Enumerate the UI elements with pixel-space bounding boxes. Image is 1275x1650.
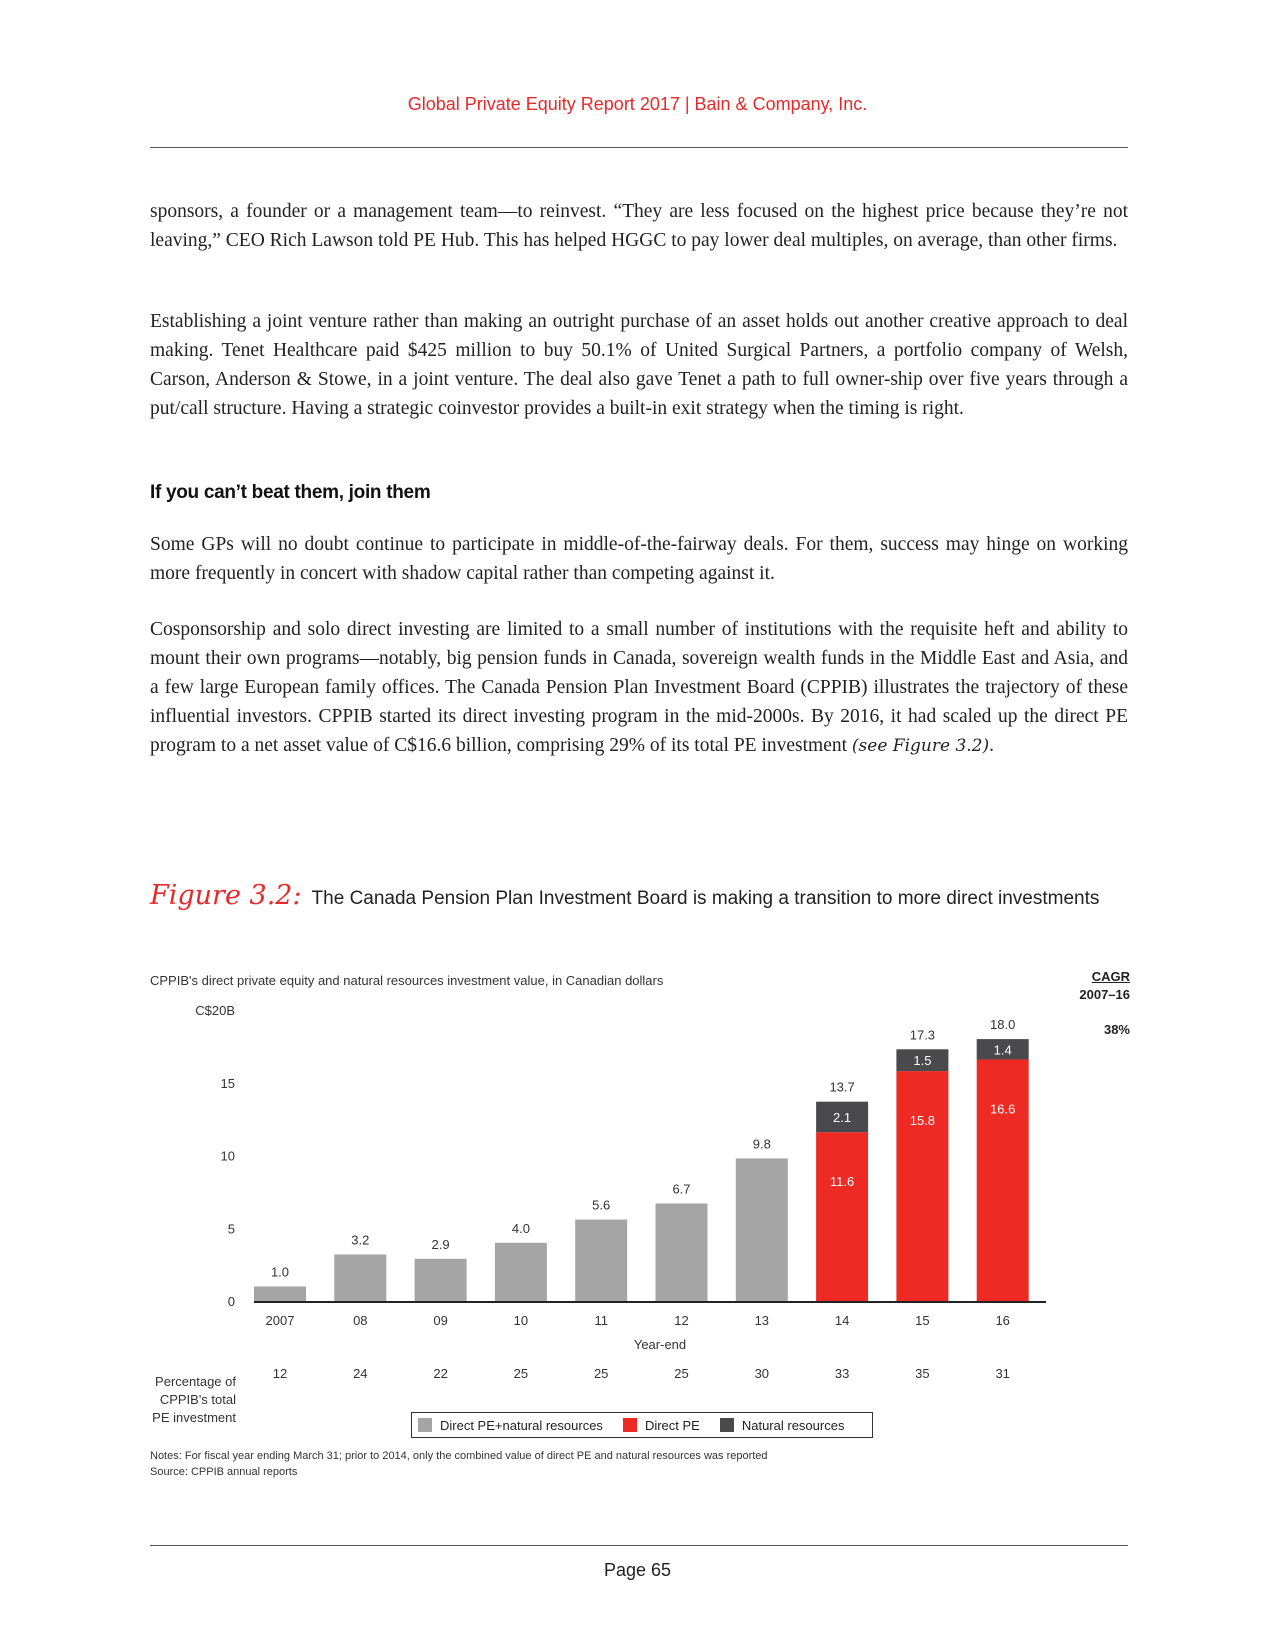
x-tick-label: 09 <box>433 1313 448 1328</box>
y-tick-label: 5 <box>227 1221 235 1237</box>
paragraph-text: Cosponsorship and solo direct investing are limited to a small number of institutions with the requisite heft and ability to mount their own programs—notably, big pension funds in Canada, sovereign wealth funds in the Middle East and Asia, and a few large European family offices. The Canada Pension Plan Investment Board (CPPIB) illustrates the trajectory of these influential investors. CPPIB started its direct investing program in the mid-2000s. By 2016, it had scaled up the direct PE program to a net asset value of C$16.6 billion, comprising 29% of its total PE investment (see Figure 3.2). <box>150 619 1128 756</box>
legend-swatch-gray <box>418 1418 432 1432</box>
bar-combined <box>656 1204 708 1301</box>
section-subheading: If you can’t beat them, join them <box>150 482 431 503</box>
chart-subtitle: CPPIB's direct private equity and natural resources investment value, in Canadian dollars <box>150 973 664 988</box>
bar-total-label: 4.0 <box>511 1220 530 1236</box>
bar-combined <box>415 1259 467 1301</box>
bar-total-label: 5.6 <box>592 1197 611 1213</box>
bar-total-label: 18.0 <box>990 1017 1016 1033</box>
bar-total-label: 3.2 <box>351 1232 370 1248</box>
percentage-value: 35 <box>915 1366 930 1381</box>
bar-total-label: 17.3 <box>909 1027 936 1043</box>
cagr-period: 2007–16 <box>1079 987 1130 1002</box>
x-tick-label: 14 <box>834 1313 850 1328</box>
x-tick-label: 11 <box>594 1313 608 1328</box>
source-text: Source: CPPIB annual reports <box>150 1466 298 1478</box>
legend-item-natural-resources <box>720 1418 845 1433</box>
bar-total-label: 9.8 <box>752 1136 771 1152</box>
bar-direct-pe <box>977 1059 1029 1301</box>
notes-text: Notes: For fiscal year ending March 31; prior to 2014, only the combined value of direct PE and natural resources was reported <box>150 1450 768 1462</box>
y-tick-label: C$20B <box>195 1003 235 1018</box>
chart-legend <box>411 1412 873 1438</box>
page-number: Page 65 <box>603 1560 672 1580</box>
figure-caption: The Canada Pension Plan Investment Board is making a transition to more direct investments <box>311 888 1100 909</box>
x-tick-label: 2007 <box>265 1313 295 1328</box>
segment-label-direct-pe: 15.8 <box>909 1113 936 1129</box>
percentage-value: 30 <box>754 1366 770 1381</box>
percentage-value: 24 <box>353 1366 368 1381</box>
figure-label: Figure 3.2: <box>150 880 302 911</box>
legend-swatch-red <box>623 1418 637 1432</box>
bar-direct-pe <box>896 1071 948 1301</box>
x-tick-label: 08 <box>353 1313 368 1328</box>
segment-label-direct-pe: 11.6 <box>829 1174 855 1190</box>
percentage-value: 12 <box>272 1366 288 1381</box>
segment-label-natural-resources: 1.4 <box>993 1042 1012 1058</box>
y-tick-label: 10 <box>220 1148 235 1164</box>
segment-label-natural-resources: 2.1 <box>833 1109 852 1125</box>
percentage-row-label: Percentage of CPPIB's total PE investment <box>152 1374 236 1425</box>
percentage-value: 22 <box>433 1366 448 1381</box>
figure-reference-link[interactable]: (see Figure 3.2) <box>851 736 990 756</box>
paragraph-text: sponsors, a founder or a management team—to reinvest. “They are less focused on the highest price because they’re not leaving,” CEO Rich Lawson told PE Hub. This has helped HGGC to pay lower deal multiples, on average, than other firms. <box>150 201 1128 251</box>
segment-label-direct-pe: 16.6 <box>990 1101 1016 1117</box>
bar-total-label: 2.9 <box>431 1236 450 1252</box>
legend-label: Natural resources <box>741 1417 845 1433</box>
bar-direct-pe <box>816 1132 868 1301</box>
x-tick-label: 16 <box>995 1313 1010 1328</box>
segment-label-natural-resources: 1.5 <box>913 1053 932 1069</box>
cagr-value: 38% <box>1103 1022 1130 1037</box>
x-tick-label: 10 <box>513 1313 529 1328</box>
legend-swatch-dark <box>720 1418 734 1432</box>
legend-item-combined <box>418 1418 603 1433</box>
x-tick-label: 15 <box>915 1313 930 1328</box>
percentage-value: 31 <box>995 1366 1010 1381</box>
x-tick-label: 13 <box>754 1313 770 1328</box>
chart-notes <box>150 1448 768 1480</box>
paragraph-text: Establishing a joint venture rather than making an outright purchase of an asset holds out another creative approach to deal making. Tenet Healthcare paid $425 million to buy 50.1% of United Surgical Partners, a portfolio company of Welsh, Carson, Anderson & Stowe, in a joint venture. The deal also gave Tenet a path to full owner-ship over five years through a put/call structure. Having a strategic coinvestor provides a built-in exit strategy when the timing is right. <box>150 311 1128 419</box>
paragraph-text: Some GPs will no doubt continue to participate in middle-of-the-fairway deals. For them, success may hinge on working more frequently in concert with shadow capital rather than competing against it. <box>150 534 1128 584</box>
percentage-value: 25 <box>674 1366 689 1381</box>
footer-divider <box>150 1545 1128 1546</box>
bar-combined <box>334 1254 386 1301</box>
bar-combined <box>254 1286 306 1301</box>
bar-total-label: 1.0 <box>270 1264 290 1280</box>
percentage-value: 25 <box>513 1366 529 1381</box>
cagr-label: CAGR <box>1091 969 1130 984</box>
legend-label: Direct PE <box>644 1417 700 1433</box>
report-header: Global Private Equity Report 2017 | Bain & Company, Inc. <box>407 94 868 114</box>
bar-combined <box>575 1220 627 1301</box>
x-tick-label: 12 <box>674 1313 689 1328</box>
legend-item-direct-pe <box>623 1418 700 1433</box>
y-tick-label: 0 <box>227 1294 235 1309</box>
y-tick-label: 15 <box>220 1075 235 1091</box>
bar-combined <box>736 1158 788 1301</box>
legend-label: Direct PE+natural resources <box>440 1417 603 1433</box>
bar-total-label: 6.7 <box>672 1181 691 1197</box>
percentage-value: 25 <box>593 1366 609 1381</box>
bar-total-label: 13.7 <box>829 1079 855 1095</box>
bar-combined <box>495 1243 547 1301</box>
percentage-value: 33 <box>834 1366 850 1381</box>
x-axis-title: Year-end <box>633 1337 687 1352</box>
